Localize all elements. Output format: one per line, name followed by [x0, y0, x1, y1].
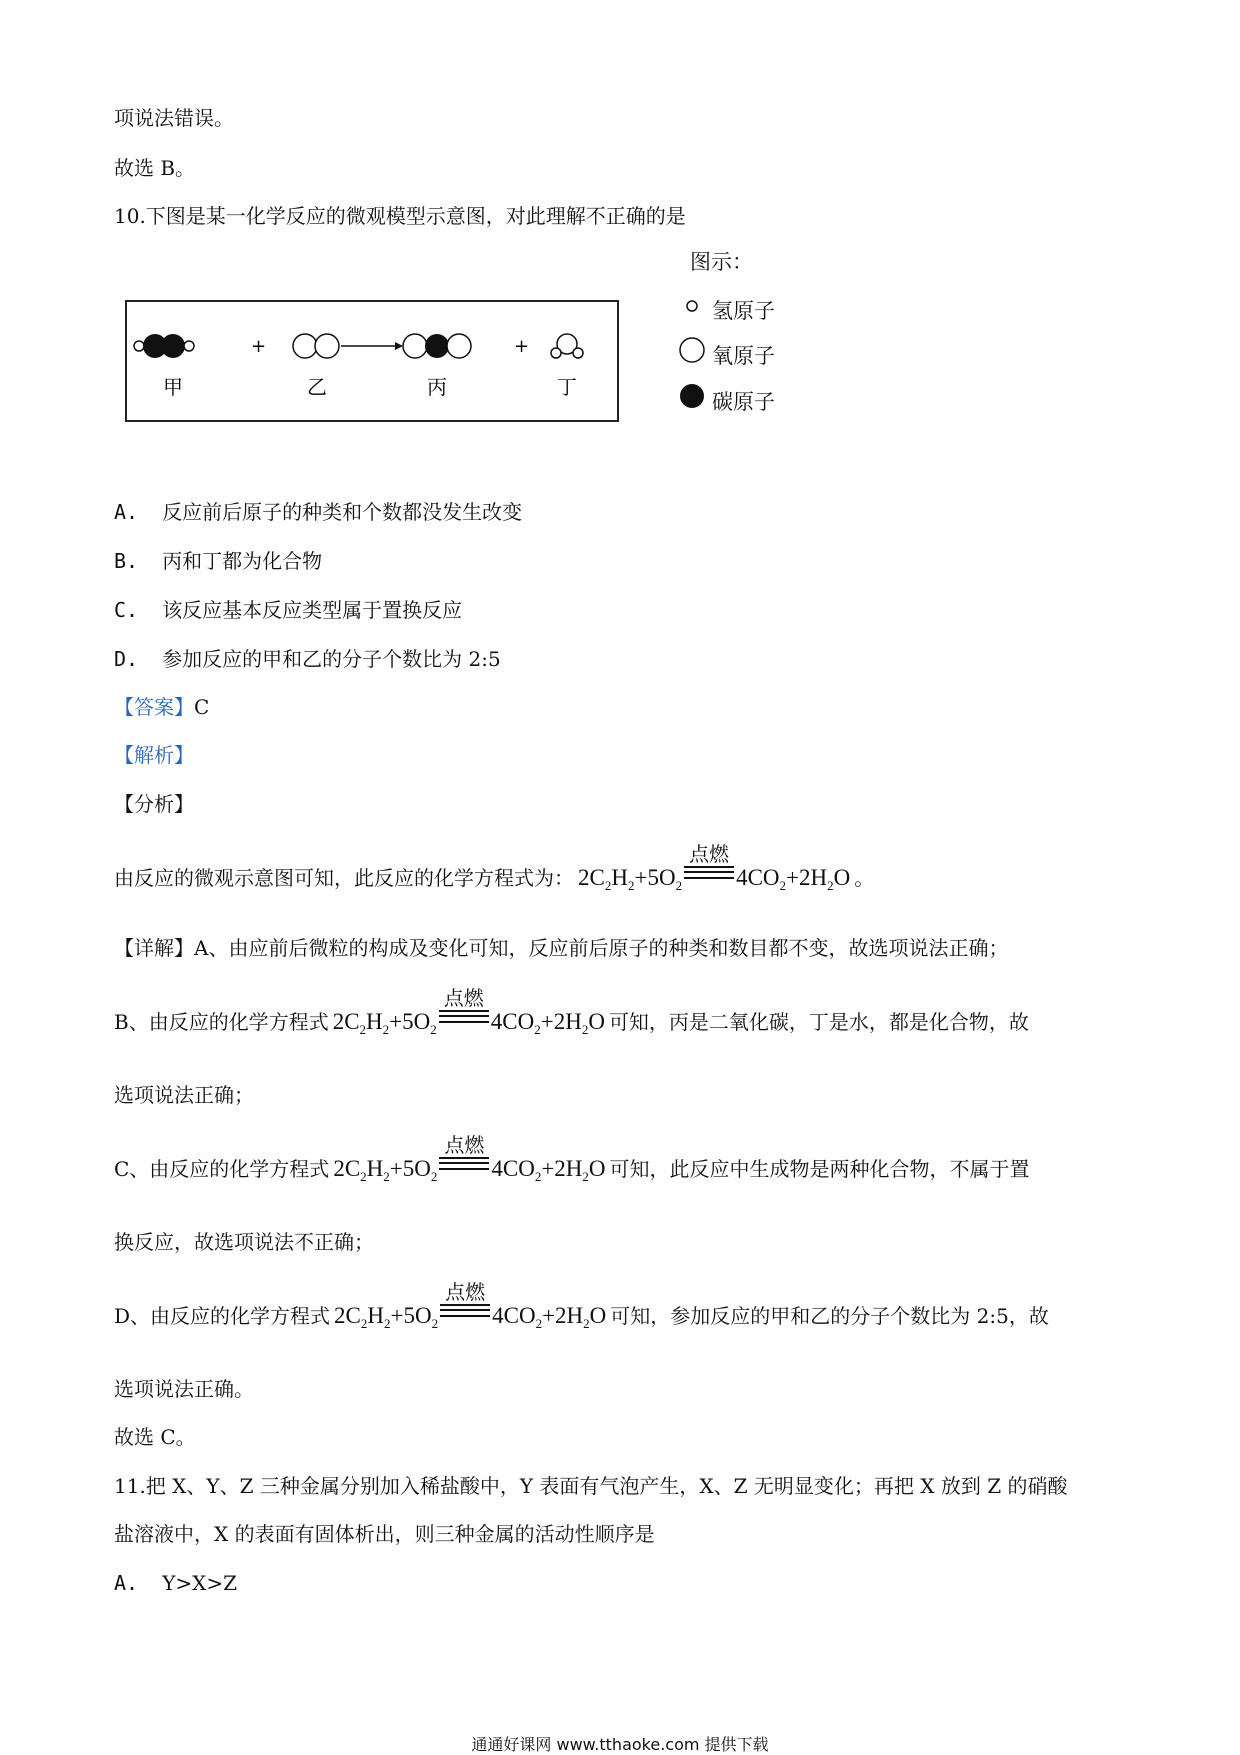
detail-d: D、由反应的化学方程式 $2C_2H_2+5O_2$ 点燃 $4CO_2+2H_2O$ 可知，参加反应的甲和乙的分子个数比为 2:5，故 [114, 1280, 1049, 1331]
conclusion: 故选 C。 [114, 1425, 196, 1449]
detail-c: C、由反应的化学方程式 $2C_2H_2+5O_2$ 点燃 $4CO_2+2H_2O$ 可知，此反应中生成物是两种化合物，不属于置 [114, 1133, 1030, 1184]
option-a: A. 反应前后原子的种类和个数都没发生改变 [114, 500, 523, 524]
answer-line: 【答案】C [114, 695, 210, 719]
label-bing: 丙 [427, 375, 447, 399]
fenxi-tag: 【分析】 [114, 792, 194, 816]
detail-b-cont: 选项说法正确； [114, 1083, 254, 1107]
oxygen-atom-icon [680, 338, 704, 362]
detail-b: B、由反应的化学方程式 $2C_2H_2+5O_2$ 点燃 $4CO_2+2H_2O$ 可知，丙是二氧化碳，丁是水，都是化合物，故 [114, 986, 1029, 1037]
legend-hydrogen: 氢原子 [712, 299, 775, 323]
detail-c-cont: 换反应，故选项说法不正确； [114, 1230, 374, 1254]
question-10: 10.下图是某一化学反应的微观模型示意图，对此理解不正确的是 [114, 204, 686, 228]
molecule-jia [134, 334, 194, 358]
question-11-line1: 11.把 X、Y、Z 三种金属分别加入稀盐酸中，Y 表面有气泡产生，X、Z 无明显变化；再把 X 放到 Z 的硝酸 [114, 1474, 1068, 1498]
legend-carbon: 碳原子 [712, 390, 775, 414]
label-ding: 丁 [557, 375, 577, 399]
detail-a: 【详解】A、由应前后微粒的构成及变化可知，反应前后原子的种类和数目都不变，故选项说法正确； [114, 936, 1009, 960]
analysis-tag: 【解析】 [114, 743, 194, 767]
carbon-atom-icon [680, 384, 704, 408]
molecule-model [127, 302, 617, 420]
reaction-arrow [341, 342, 403, 350]
molecule-bing [403, 334, 471, 358]
molecule-yi [293, 334, 339, 358]
hydrogen-atom-icon [687, 301, 697, 311]
text-line: 项说法错误。 [114, 106, 234, 130]
label-jia: 甲 [163, 375, 183, 399]
molecule-ding [551, 334, 583, 358]
option-b: B. 丙和丁都为化合物 [114, 549, 323, 573]
q11-option-a: A. Y>X>Z [114, 1571, 238, 1595]
page-footer: 通通好课网 www.tthaoke.com 提供下载 [471, 1735, 769, 1754]
text-line: 故选 B。 [114, 156, 196, 180]
detail-d-cont: 选项说法正确。 [114, 1377, 254, 1401]
reaction-diagram [125, 300, 619, 422]
label-yi: 乙 [307, 375, 327, 399]
option-c: C. 该反应基本反应类型属于置换反应 [114, 598, 463, 622]
legend-title: 图示： [690, 250, 753, 274]
fenxi-equation-line: 由反应的微观示意图可知，此反应的化学方程式为： $2C_2H_2+5O_2$ 点燃 $4CO_2+2H_2O$ 。 [114, 842, 875, 893]
plus-sign: + [251, 336, 267, 357]
legend-oxygen: 氧原子 [712, 344, 775, 368]
chemical-equation: $2C_2H_2+5O_2$ 点燃 $4CO_2+2H_2O$ [578, 842, 851, 893]
question-11-line2: 盐溶液中，X 的表面有固体析出，则三种金属的活动性顺序是 [114, 1522, 655, 1546]
plus-sign: + [514, 336, 530, 357]
option-d: D. 参加反应的甲和乙的分子个数比为 2:5 [114, 647, 501, 671]
